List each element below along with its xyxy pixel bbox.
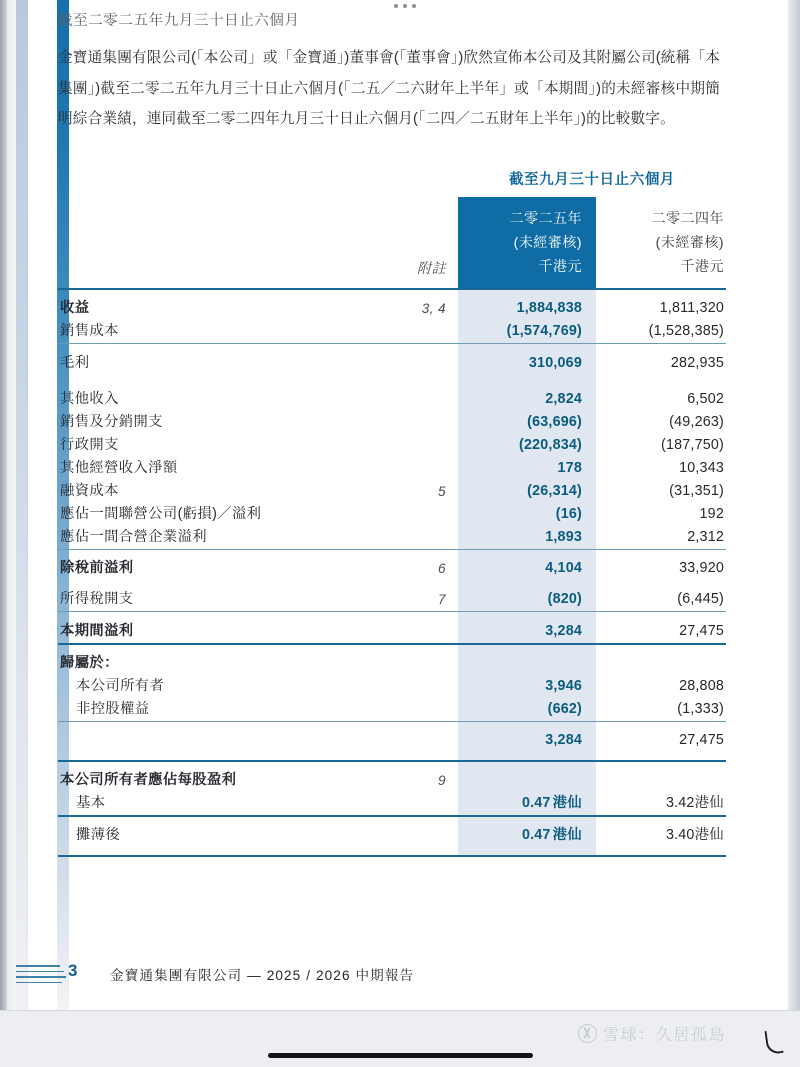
column-header-current-period: 二零二五年 (未經審核) 千港元: [458, 197, 596, 288]
table-header-row: [58, 197, 726, 288]
table-spacer-row: [58, 761, 726, 769]
row-label: 融資成本: [60, 482, 119, 499]
row-value-current: 3,284: [458, 620, 596, 643]
row-note-ref: [380, 652, 458, 675]
row-label: 非控股權益: [76, 700, 150, 717]
row-label: 其他經營收入淨額: [60, 459, 178, 476]
row-note-ref: 5: [438, 483, 446, 499]
table-spacer-row: [58, 816, 726, 824]
row-label: [58, 729, 380, 752]
row-value-current: 0.47 港仙: [458, 824, 596, 847]
row-note-ref: [380, 698, 458, 721]
row-value-previous: (1,333): [677, 700, 724, 717]
watermark: [578, 1022, 726, 1045]
table-row: [58, 652, 726, 675]
row-note-ref: [380, 729, 458, 752]
row-value-previous: 10,343: [679, 459, 724, 476]
row-value-current: 2,824: [458, 388, 596, 411]
row-value-previous: (6,445): [677, 591, 724, 607]
table-row: [58, 557, 726, 580]
row-value-previous: 1,811,320: [659, 300, 724, 316]
row-value-previous: (1,528,385): [648, 323, 724, 339]
row-note-ref: [380, 503, 458, 526]
row-value-previous: [596, 769, 726, 792]
row-label: 除稅前溢利: [60, 560, 134, 576]
lead-paragraph: 金寶通集團有限公司(「本公司」或「金寶通」)董事會(「董事會」)欣然宣佈本公司及其附屬公司(統稱「本集團」)截至二零二五年九月三十日止六個月(「二五／二六財年上半年」或「本期間」)的未經審核中期簡明綜合業績，連同截至二零二四年九月三十日止六個月(「二四／二五財年上半年」)的比較數字。: [58, 50, 720, 127]
row-value-previous: 2,312: [687, 528, 724, 545]
page-footer: [58, 958, 758, 998]
page-content: [58, 0, 730, 1010]
row-value-current: (26,314): [458, 480, 596, 503]
table-row: [58, 792, 726, 815]
row-value-previous: 27,475: [679, 732, 724, 748]
row-label: 毛利: [60, 354, 90, 371]
table-row: [58, 588, 726, 611]
row-value-previous: 3.42港仙: [665, 795, 724, 811]
table-row: [58, 480, 726, 503]
row-value-previous: (31,351): [669, 482, 724, 499]
row-value-current: 0.47 港仙: [458, 792, 596, 815]
footer-rule-lines-icon: [16, 965, 66, 985]
table-row: [58, 297, 726, 320]
row-value-current: [458, 652, 596, 675]
row-note-ref: [380, 388, 458, 411]
row-note-ref: [380, 526, 458, 549]
table-spacer-row: [58, 612, 726, 620]
table-spacer-row: [58, 644, 726, 652]
table-row: [58, 457, 726, 480]
table-span-title: 截至九月三十日止六個月: [508, 172, 676, 188]
row-label: 本公司所有者: [76, 677, 165, 694]
row-value-previous: [596, 652, 726, 675]
row-note-ref: [380, 434, 458, 457]
row-value-previous: 192: [699, 505, 724, 522]
row-label: 應佔一間合營企業溢利: [60, 528, 207, 545]
table-row: [58, 675, 726, 698]
table-row: [58, 320, 726, 343]
row-label: 收益: [60, 300, 90, 316]
row-label: 銷售及分銷開支: [60, 413, 163, 430]
row-label: 所得稅開支: [60, 591, 134, 607]
row-value-previous: (49,263): [669, 413, 724, 430]
row-value-previous: (187,750): [660, 436, 724, 453]
table-spacer-row: [58, 721, 726, 729]
table-row: [58, 620, 726, 643]
row-value-current: 310,069: [458, 352, 596, 375]
table-row: [58, 411, 726, 434]
column-header-previous-period: 二零二四年 (未經審核) 千港元: [651, 210, 724, 274]
row-value-current: 3,284: [458, 729, 596, 752]
row-note-ref: 6: [438, 561, 446, 576]
row-label: 攤薄後: [76, 827, 121, 843]
dot-3-icon: [412, 4, 416, 8]
spacer-cell: [58, 168, 380, 197]
table-row: [58, 729, 726, 752]
section-sub-heading: 截至二零二五年九月三十日止六個月: [58, 13, 300, 29]
row-label: 銷售成本: [60, 323, 119, 339]
table-row: [58, 698, 726, 721]
row-note-ref: [380, 320, 458, 343]
row-value-previous: 33,920: [679, 560, 724, 576]
row-value-current: (1,574,769): [458, 320, 596, 343]
row-label: 本期間溢利: [60, 622, 134, 639]
condensed-income-statement-table: [58, 168, 726, 857]
row-value-previous: 3.40港仙: [665, 827, 724, 843]
row-value-current: 178: [458, 457, 596, 480]
row-value-current: 1,884,838: [458, 297, 596, 320]
row-label: 應佔一間聯營公司(虧損)／溢利: [60, 505, 262, 522]
page-number: 3: [68, 961, 78, 980]
page-stack-edge-blue: [16, 0, 28, 1010]
table-row: [58, 824, 726, 847]
page-right-edge: [788, 0, 800, 1010]
overflow-menu-icon[interactable]: [394, 4, 416, 8]
page-stack-edge-gap: [7, 0, 16, 1010]
row-note-ref: 7: [438, 592, 446, 607]
row-value-current: (820): [458, 588, 596, 611]
row-label: 其他收入: [60, 390, 119, 407]
table-row: [58, 526, 726, 549]
table-row: [58, 434, 726, 457]
table-spacer-row: [58, 375, 726, 388]
row-note-ref: [380, 620, 458, 643]
row-label: 本公司所有者應佔每股盈利: [60, 772, 237, 788]
row-note-ref: [380, 675, 458, 698]
row-note-ref: [380, 411, 458, 434]
row-value-current: (16): [458, 503, 596, 526]
table-spacer-row: [58, 344, 726, 352]
table-bottom-rule: [58, 855, 726, 856]
row-value-previous: 28,808: [679, 677, 724, 694]
footer-report-title: 金寶通集團有限公司 — 2025 / 2026 中期報告: [110, 968, 415, 983]
row-value-current: 3,946: [458, 675, 596, 698]
row-value-current: (662): [458, 698, 596, 721]
row-note-ref: [380, 457, 458, 480]
row-value-previous: 27,475: [679, 622, 724, 639]
home-indicator[interactable]: [268, 1053, 533, 1058]
row-value-previous: 282,935: [670, 354, 724, 371]
table-row: [58, 388, 726, 411]
xueqiu-logo-icon: [578, 1024, 597, 1043]
table-row: [58, 769, 726, 792]
table-spacer-row: [58, 549, 726, 557]
row-note-ref: [380, 824, 458, 847]
row-label: 行政開支: [60, 436, 119, 453]
row-value-current: (63,696): [458, 411, 596, 434]
row-value-current: (220,834): [458, 434, 596, 457]
table-row: [58, 352, 726, 375]
row-value-current: 4,104: [458, 557, 596, 580]
table-spacer-row: [58, 289, 726, 297]
row-value-current: [458, 769, 596, 792]
row-note-ref: [380, 352, 458, 375]
column-header-note: 附註: [417, 260, 446, 276]
table-spacer-row: [58, 752, 726, 760]
spacer-cell: [58, 197, 380, 288]
row-note-ref: [380, 792, 458, 815]
row-label: 歸屬於：: [60, 654, 119, 671]
row-note-ref: 9: [438, 773, 446, 788]
dot-2-icon: [403, 4, 407, 8]
row-note-ref: 3, 4: [421, 301, 446, 316]
spacer-cell: [380, 168, 458, 197]
table-row: [58, 503, 726, 526]
row-value-current: 1,893: [458, 526, 596, 549]
dot-1-icon: [394, 4, 398, 8]
row-value-previous: 6,502: [687, 390, 724, 407]
page-stack-edge-dark: [0, 0, 7, 1010]
table-spacer-row: [58, 847, 726, 855]
table-spacer-row: [58, 580, 726, 588]
row-label: 基本: [76, 795, 106, 811]
watermark-text: 雪球：久居孤島: [603, 1027, 727, 1044]
table-span-title-row: [58, 168, 726, 197]
